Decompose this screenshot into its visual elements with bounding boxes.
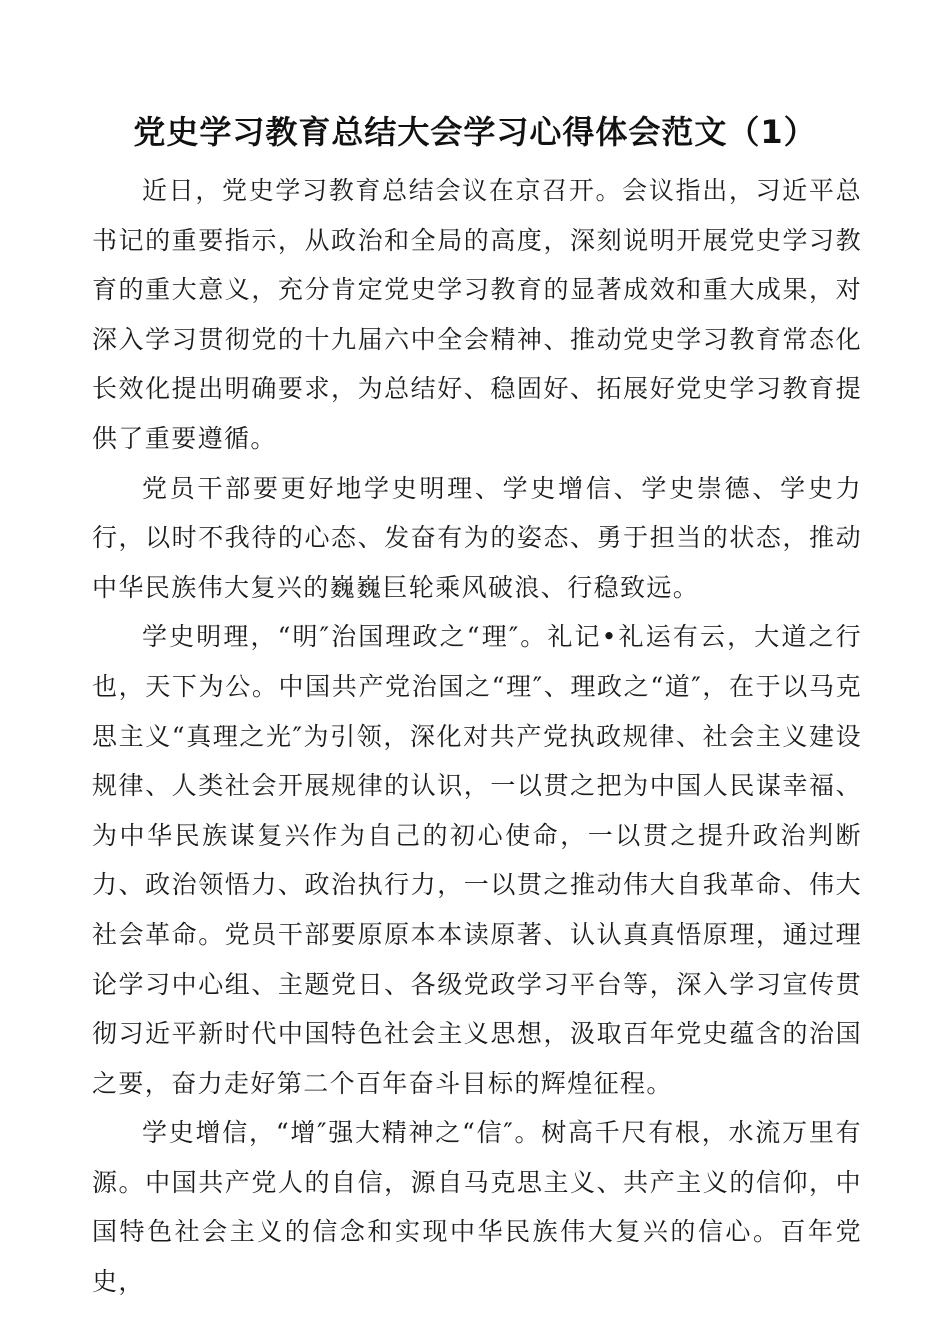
document-title: 党史学习教育总结大会学习心得体会范文（1） <box>133 113 817 151</box>
paragraph: 党员干部要更好地学史明理、学史增信、学史崇德、学史力行，以时不我待的心态、发奋有为的姿态、勇于担当的状态，推动中华民族伟大复兴的巍巍巨轮乘风破浪、行稳致远。 <box>92 473 862 602</box>
paragraph: 学史明理，“明″治国理政之“理″。礼记•礼运有云，大道之行也，天下为公。中国共产党治国之“理″、理政之“道″，在于以马克思主义“真理之光″为引领，深化对共产党执政规律、社会主义建设规律、人类社会开展规律的认识，一以贯之把为中国人民谋幸福、为中华民族谋复兴作为自己的初心使命，一以贯之提升政治判断力、政治领悟力、政治执行力，一以贯之推动伟大自我革命、伟大社会革命。党员干部要原原本本读原著、认认真真悟原理，通过理论学习中心组、主题党日、各级党政学习平台等，深入学习宣传贯彻习近平新时代中国特色社会主义思想，汲取百年党史蕴含的治国之要，奋力走好第二个百年奋斗目标的辉煌征程。 <box>92 622 862 1098</box>
paragraph: 学史增信，“增″强大精神之“信″。树高千尺有根，水流万里有源。中国共产党人的自信，源自马克思主义、共产主义的信仰，中国特色社会主义的信念和实现中华民族伟大复兴的信心。百年党史， <box>92 1118 862 1297</box>
document-body <box>92 166 862 1307</box>
paragraph: 近日，党史学习教育总结会议在京召开。会议指出，习近平总书记的重要指示，从政治和全局的高度，深刻说明开展党史学习教育的重大意义，充分肯定党史学习教育的显著成效和重大成果，对深入学习贯彻党的十九届六中全会精神、推动党史学习教育常态化长效化提出明确要求，为总结好、稳固好、拓展好党史学习教育提供了重要遵循。 <box>92 176 862 453</box>
